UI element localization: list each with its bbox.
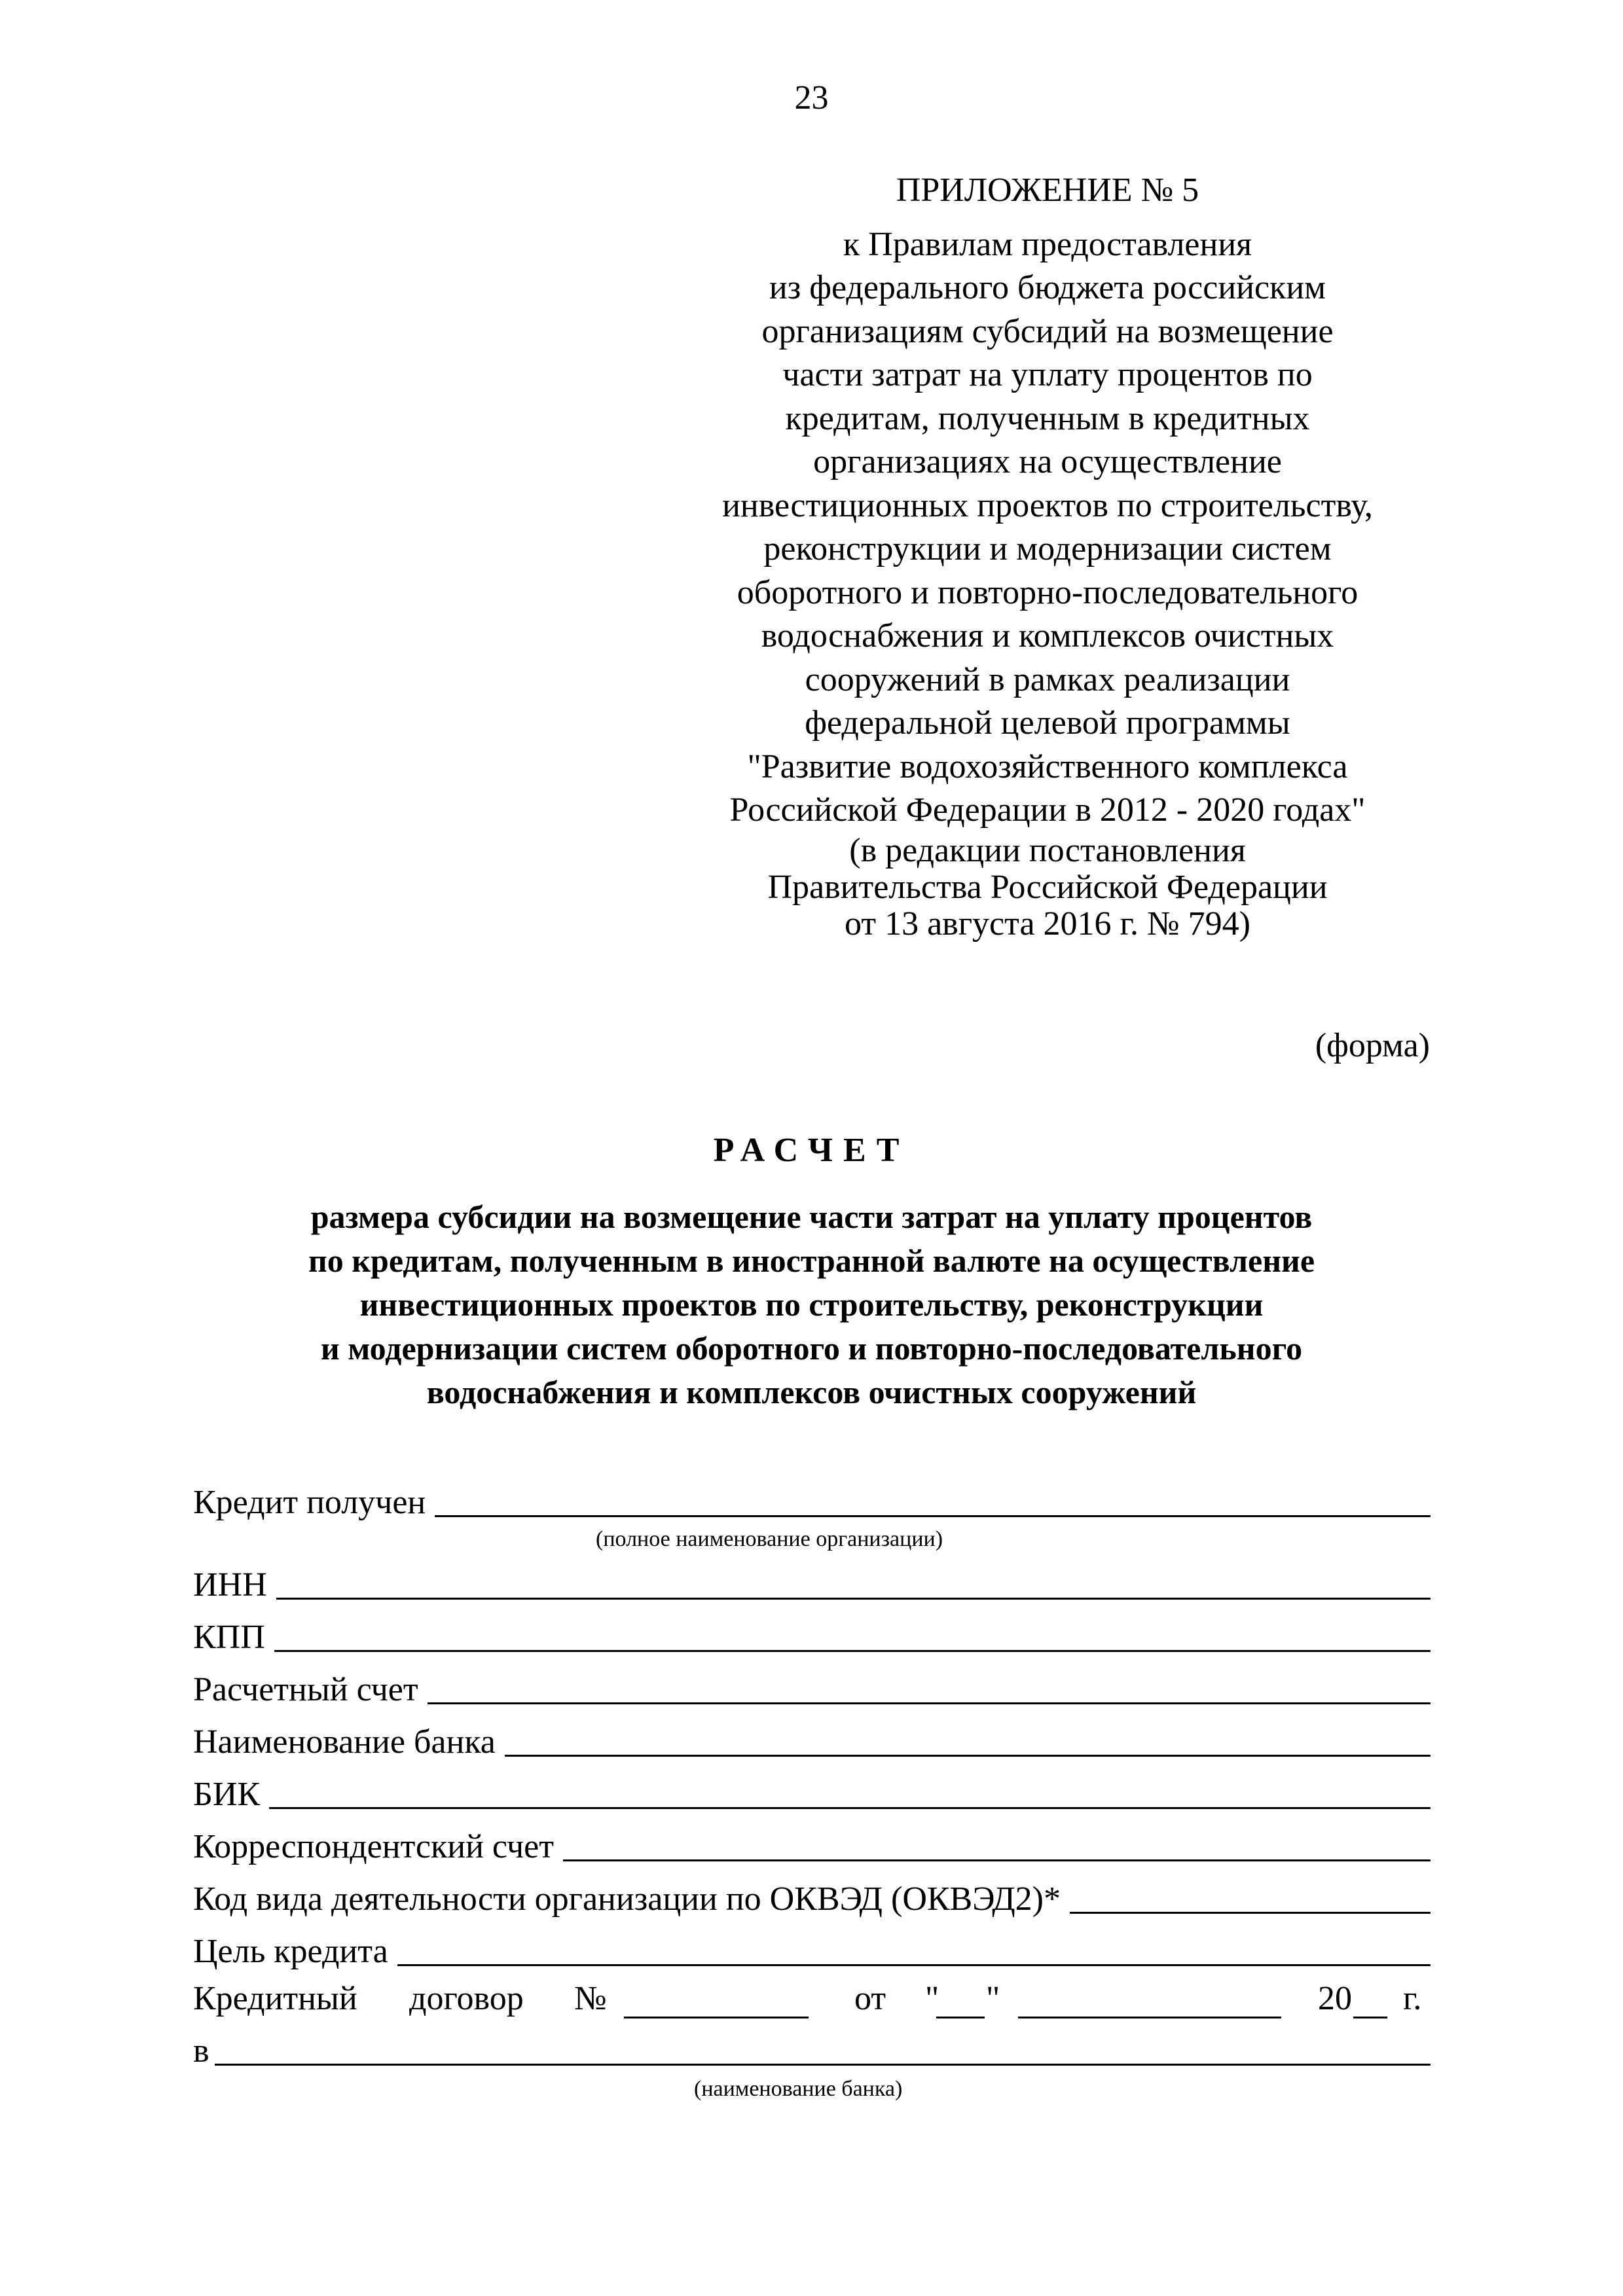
credit-purpose-field[interactable]	[193, 1929, 1431, 1971]
bank-name-input-line[interactable]	[505, 1723, 1431, 1757]
credit-received-field[interactable]	[193, 1480, 1431, 1522]
appendix-line: (в редакции постановления	[849, 831, 1246, 869]
account-field[interactable]	[193, 1668, 1431, 1710]
appendix-line: федеральной целевой программы	[805, 704, 1290, 742]
appendix-line: от 13 августа 2016 г. № 794)	[845, 905, 1250, 942]
appendix-line: к Правилам предоставления	[843, 225, 1252, 263]
kpp-field[interactable]	[193, 1615, 1431, 1657]
account-input-line[interactable]	[428, 1671, 1431, 1704]
in-bank-input-line[interactable]	[215, 2032, 1431, 2066]
contract-month-input-line[interactable]	[1018, 1985, 1281, 2018]
corr-account-field[interactable]	[193, 1825, 1431, 1867]
contract-year-suffix: г.	[1403, 1980, 1422, 2017]
contract-year-prefix: 20	[1318, 1980, 1352, 2017]
appendix-line: "Развитие водохозяйственного комплекса	[747, 747, 1348, 785]
contract-label-word2: договор	[409, 1980, 524, 2017]
kpp-input-line[interactable]	[274, 1619, 1431, 1652]
contract-quote-open: "	[925, 1980, 939, 2017]
contract-number-sign: №	[574, 1980, 607, 2017]
appendix-line: части затрат на уплату процентов по	[782, 356, 1313, 393]
field-label: Код вида деятельности организации по ОКВЭД (ОКВЭД2)*	[193, 1880, 1061, 1918]
field-label: КПП	[193, 1619, 265, 1656]
appendix-line: реконструкции и модернизации систем	[763, 530, 1332, 567]
credit-purpose-input-line[interactable]	[397, 1933, 1431, 1966]
okved-field[interactable]	[193, 1877, 1431, 1919]
appendix-line: организациях на осуществление	[813, 443, 1282, 480]
field-label: Кредит получен	[193, 1484, 426, 1521]
subtitle-line: по кредитам, полученным в иностранной валюте на осуществление	[308, 1242, 1315, 1279]
contract-number-input-line[interactable]	[624, 1985, 809, 2018]
okved-input-line[interactable]	[1070, 1880, 1431, 1914]
contract-day-input-line[interactable]	[936, 1985, 985, 2018]
appendix-line: организациям субсидий на возмещение	[761, 312, 1334, 350]
form-label: (форма)	[1315, 1027, 1430, 1064]
appendix-line: водоснабжения и комплексов очистных	[761, 617, 1334, 655]
bik-input-line[interactable]	[269, 1776, 1431, 1809]
bank-name-field[interactable]	[193, 1720, 1431, 1762]
field-label: БИК	[193, 1776, 261, 1813]
appendix-line: Правительства Российской Федерации	[767, 868, 1328, 906]
inn-input-line[interactable]	[276, 1566, 1431, 1600]
appendix-title: ПРИЛОЖЕНИЕ № 5	[896, 171, 1199, 209]
subtitle-line: водоснабжения и комплексов очистных сооружений	[426, 1374, 1197, 1410]
contract-quote-close: "	[986, 1980, 1000, 2017]
field-label: Наименование банка	[193, 1723, 496, 1761]
field-label: Цель кредита	[193, 1933, 388, 1970]
field-label: Корреспондентский счет	[193, 1828, 554, 1865]
inn-field[interactable]	[193, 1563, 1431, 1605]
appendix-line: из федерального бюджета российским	[769, 269, 1326, 306]
document-title: РАСЧЕТ	[713, 1132, 910, 1169]
appendix-line: инвестиционных проектов по строительству,	[722, 486, 1373, 524]
subtitle-line: инвестиционных проектов по строительству, реконструкции	[359, 1286, 1264, 1323]
field-label: Расчетный счет	[193, 1671, 418, 1708]
document-subtitle	[0, 1195, 1623, 1414]
field-label: в	[193, 2032, 210, 2070]
appendix-line: Российской Федерации в 2012 - 2020 годах"	[729, 791, 1366, 829]
contract-label: Кредитный	[193, 1980, 357, 2017]
field-label: ИНН	[193, 1566, 267, 1604]
subtitle-line: размера субсидии на возмещение части затрат на уплату процентов	[310, 1198, 1313, 1235]
contract-year-input-line[interactable]	[1353, 1985, 1387, 2018]
credit-contract-row	[193, 1982, 1431, 2024]
bik-field[interactable]	[193, 1772, 1431, 1814]
field-caption: (полное наименование организации)	[596, 1527, 943, 1551]
in-bank-field[interactable]	[193, 2029, 1431, 2071]
appendix-line: сооружений в рамках реализации	[805, 660, 1290, 698]
field-caption: (наименование банка)	[694, 2077, 903, 2101]
appendix-header	[668, 169, 1427, 942]
corr-account-input-line[interactable]	[563, 1828, 1431, 1861]
appendix-line: оборотного и повторно-последовательного	[737, 573, 1359, 611]
contract-from-label: от	[854, 1980, 886, 2017]
appendix-line: кредитам, полученным в кредитных	[785, 399, 1310, 437]
credit-received-input-line[interactable]	[435, 1484, 1431, 1517]
page-number: 23	[794, 79, 829, 117]
subtitle-line: и модернизации систем оборотного и повторно-последовательного	[320, 1330, 1303, 1367]
